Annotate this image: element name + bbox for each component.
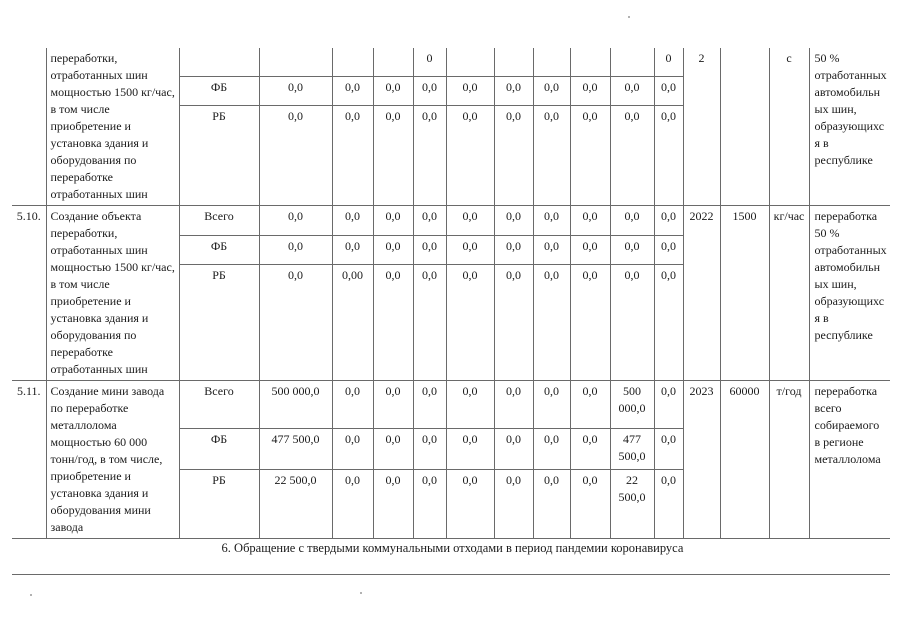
row-number: 5.10. [12,206,46,381]
value-cell: 477 500,0 [259,428,332,470]
value-cell: 0,0 [446,235,494,265]
value-cell: 0,0 [446,106,494,206]
value-cell: 0 [413,48,446,76]
value-cell: 0,0 [332,206,373,236]
value-cell: 0,0 [570,235,610,265]
section-heading: 6. Обращение с твердыми коммунальными отходами в период пандемии коронавируса [221,541,684,555]
value-cell: 0,0 [570,106,610,206]
value-cell: 0,0 [654,106,683,206]
value-cell: 0,0 [413,470,446,539]
value-cell [259,48,332,76]
value-cell: 0 [654,48,683,76]
source-cell: ФБ [179,428,259,470]
value-cell [610,48,654,76]
value-cell: 0,0 [494,470,533,539]
value-cell: 0,0 [654,76,683,105]
value-cell: 0,0 [570,470,610,539]
value-cell: 0,0 [413,235,446,265]
row-description: Создание объекта переработки, отработанных шин мощностью 1500 кг/час, в том числе приобретение и установка здания и оборудования по переработке отработанных шин [46,206,179,381]
value-cell: 0,0 [533,381,570,429]
value-cell: 0,0 [570,381,610,429]
year-cell: 2023 [683,381,720,539]
note-cell: переработка 50 % отработанных автомобильных шин, образующихся в республике [809,206,890,381]
value-cell: 477 500,0 [610,428,654,470]
value-cell: 0,0 [332,428,373,470]
value-cell [446,48,494,76]
table-row [12,381,890,429]
value-cell: 0,0 [259,76,332,105]
capacity-cell: 1500 [720,206,769,381]
year-cell: 2 [683,48,720,206]
value-cell: 0,0 [332,235,373,265]
capacity-cell: 60000 [720,381,769,539]
value-cell: 0,0 [332,106,373,206]
value-cell: 0,0 [533,235,570,265]
value-cell: 0,0 [570,265,610,381]
value-cell [533,48,570,76]
value-cell: 0,0 [259,265,332,381]
value-cell: 0,0 [446,428,494,470]
table-row [12,206,890,236]
value-cell: 0,0 [654,381,683,429]
unit-cell: кг/час [769,206,809,381]
value-cell: 0,0 [610,206,654,236]
value-cell: 0,0 [533,106,570,206]
value-cell: 0,0 [446,470,494,539]
value-cell: 0,0 [610,106,654,206]
table-row [12,48,890,76]
value-cell: 0,0 [533,76,570,105]
value-cell: 0,0 [373,235,413,265]
unit-cell: т/год [769,381,809,539]
value-cell: 0,0 [494,106,533,206]
note-cell: 50 % отработанных автомобильных шин, образующихся в республике [809,48,890,206]
value-cell: 0,0 [570,76,610,105]
value-cell: 0,0 [533,265,570,381]
source-cell: ФБ [179,76,259,105]
value-cell: 0,0 [413,106,446,206]
row-number [12,48,46,206]
note-cell: переработка всего собираемого в регионе металлолома [809,381,890,539]
value-cell [373,48,413,76]
source-cell: РБ [179,470,259,539]
year-cell: 2022 [683,206,720,381]
scan-speck [360,592,362,594]
value-cell: 0,0 [413,206,446,236]
value-cell: 0,0 [446,206,494,236]
value-cell: 0,0 [413,381,446,429]
value-cell: 0,0 [373,206,413,236]
value-cell: 0,0 [494,235,533,265]
value-cell: 0,0 [610,235,654,265]
value-cell: 0,0 [494,265,533,381]
value-cell: 0,0 [446,381,494,429]
value-cell: 0,0 [494,381,533,429]
value-cell [570,48,610,76]
value-cell: 500 000,0 [610,381,654,429]
value-cell: 0,0 [413,265,446,381]
value-cell: 0,0 [373,106,413,206]
value-cell: 0,0 [654,470,683,539]
value-cell: 0,0 [373,428,413,470]
row-description: Создание мини завода по переработке металлолома мощностью 60 000 тонн/год, в том числе, приобретение и установка здания и оборудования мини завода [46,381,179,539]
value-cell: 0,0 [570,428,610,470]
value-cell: 0,0 [654,235,683,265]
value-cell: 0,0 [373,470,413,539]
value-cell: 0,0 [446,76,494,105]
value-cell: 0,0 [373,265,413,381]
source-cell: РБ [179,106,259,206]
source-cell [179,48,259,76]
source-cell: РБ [179,265,259,381]
value-cell: 0,0 [446,265,494,381]
value-cell [494,48,533,76]
value-cell: 500 000,0 [259,381,332,429]
value-cell: 0,0 [332,381,373,429]
source-cell: ФБ [179,235,259,265]
scan-speck [628,16,630,18]
value-cell: 0,0 [259,235,332,265]
value-cell: 0,0 [610,265,654,381]
value-cell: 0,0 [332,470,373,539]
divider [12,574,890,575]
value-cell: 0,0 [413,76,446,105]
row-description: переработки, отработанных шин мощностью 1500 кг/час, в том числе приобретение и установка здания и оборудования по переработке отработанных шин [46,48,179,206]
value-cell: 0,0 [413,428,446,470]
capacity-cell [720,48,769,206]
value-cell: 0,0 [373,381,413,429]
unit-cell: с [769,48,809,206]
value-cell: 0,0 [494,206,533,236]
value-cell: 0,0 [373,76,413,105]
value-cell: 0,00 [332,265,373,381]
value-cell [332,48,373,76]
source-cell: Всего [179,206,259,236]
value-cell: 0,0 [332,76,373,105]
row-number: 5.11. [12,381,46,539]
value-cell: 0,0 [654,428,683,470]
value-cell: 0,0 [533,470,570,539]
value-cell: 0,0 [533,206,570,236]
source-cell: Всего [179,381,259,429]
value-cell: 22 500,0 [610,470,654,539]
value-cell: 22 500,0 [259,470,332,539]
value-cell: 0,0 [654,265,683,381]
program-table [12,48,890,539]
value-cell: 0,0 [570,206,610,236]
value-cell: 0,0 [494,428,533,470]
value-cell: 0,0 [494,76,533,105]
scan-speck [30,594,32,596]
value-cell: 0,0 [610,76,654,105]
value-cell: 0,0 [259,106,332,206]
value-cell: 0,0 [654,206,683,236]
value-cell: 0,0 [259,206,332,236]
value-cell: 0,0 [533,428,570,470]
